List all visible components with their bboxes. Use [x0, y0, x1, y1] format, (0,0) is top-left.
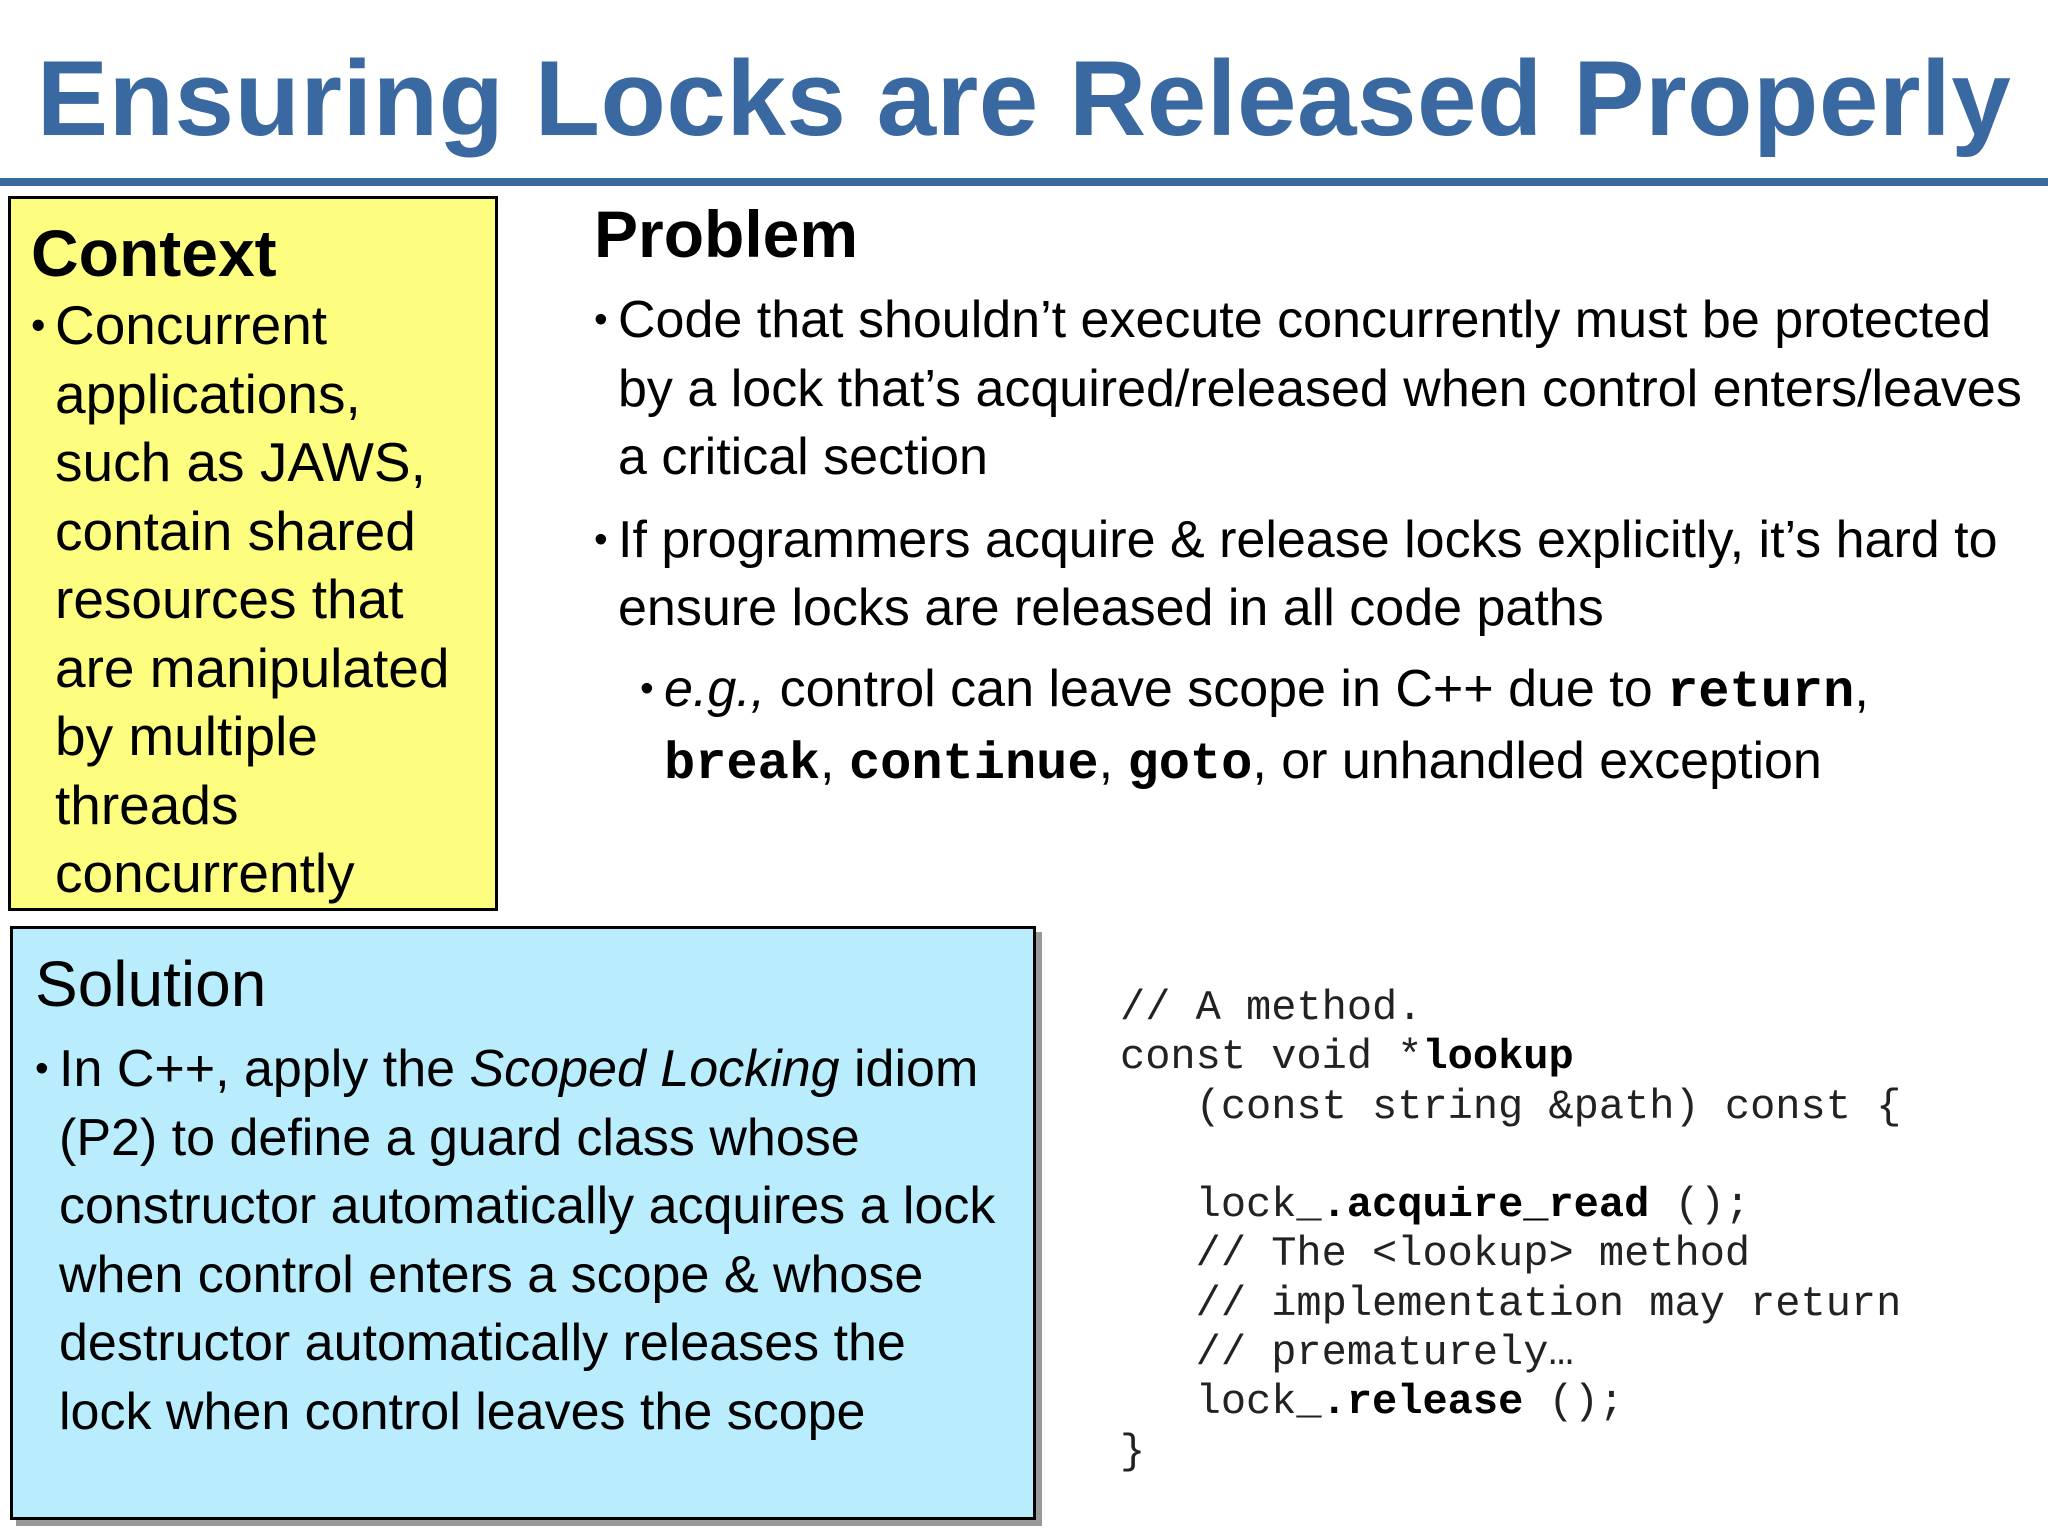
title-divider	[0, 178, 2048, 186]
slide-title: Ensuring Locks are Released Properly	[36, 38, 2012, 158]
eg-text: e.g.,	[664, 659, 766, 718]
code-bold: lookup	[1422, 1033, 1574, 1082]
solution-heading: Solution	[35, 948, 267, 1020]
code-text: const void *	[1120, 1033, 1423, 1082]
context-box	[8, 196, 498, 911]
code-listing	[1120, 984, 2040, 1477]
sub-text-2: , or unhandled exception	[1252, 732, 1822, 790]
solution-text-before: In C++, apply the	[59, 1040, 470, 1098]
problem-section	[594, 196, 2034, 800]
problem-sub-bullet	[594, 655, 2034, 800]
code-line	[1120, 1378, 2040, 1427]
context-heading: Context	[31, 216, 277, 290]
keyword-break: break	[664, 735, 821, 794]
keyword-return: return	[1667, 662, 1855, 722]
code-line: // prematurely…	[1120, 1329, 1574, 1378]
sub-text-1: control can leave scope in C++ due to	[765, 659, 1668, 718]
code-bold: .release	[1321, 1378, 1524, 1427]
code-text: ();	[1649, 1181, 1751, 1230]
code-line: (const string &path) const {	[1120, 1082, 1902, 1131]
code-line: // The <lookup> method	[1120, 1230, 1751, 1279]
code-text: ();	[1523, 1378, 1625, 1427]
solution-text-after: idiom (P2) to define a guard class whose constructor automatically acquires a lock when control enters a scope & whose destructor automatically releases the lock when control leaves the scope	[59, 1040, 996, 1441]
problem-heading: Problem	[594, 197, 859, 271]
solution-bullet	[35, 1035, 1011, 1446]
context-bullet: • Concurrent applications, such as JAWS, contain shared resources that are manipulated by multiple threads concurrently	[31, 291, 475, 908]
code-text: lock_	[1120, 1181, 1322, 1230]
keyword-continue: continue	[848, 735, 1099, 794]
code-line: // A method.	[1120, 984, 1423, 1032]
code-line: // implementation may return	[1120, 1279, 1902, 1328]
separator: ,	[1098, 732, 1128, 790]
separator: ,	[1854, 659, 1869, 718]
code-line	[1120, 1033, 2040, 1082]
code-text: lock_	[1120, 1378, 1322, 1427]
keyword-goto: goto	[1127, 735, 1253, 794]
problem-bullet-1: • Code that shouldn’t execute concurrently must be protected by a lock that’s acquired/released when control enters/leaves a critical section	[594, 286, 2034, 492]
code-line	[1120, 1181, 2040, 1230]
code-line-blank	[1120, 1132, 2040, 1181]
solution-box	[10, 926, 1036, 1520]
code-line: }	[1120, 1427, 1146, 1476]
idiom-name: Scoped Locking	[469, 1040, 840, 1098]
separator: ,	[820, 732, 849, 790]
code-bold: .acquire_read	[1321, 1181, 1650, 1230]
problem-bullet-2: • If programmers acquire & release locks explicitly, it’s hard to ensure locks are released in all code paths	[594, 506, 2034, 643]
